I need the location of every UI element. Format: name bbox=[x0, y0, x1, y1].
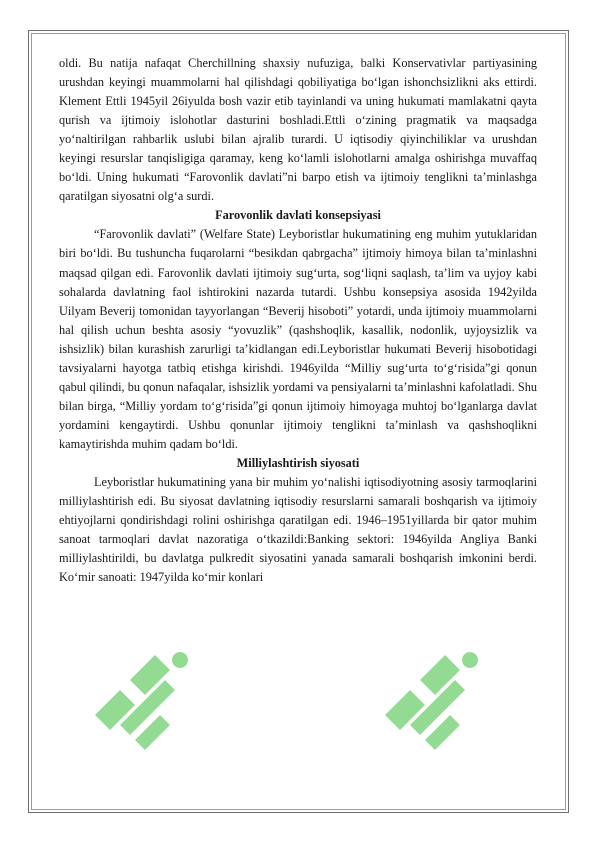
section-heading-nationalization: Milliylashtirish siyosati bbox=[236, 455, 360, 470]
paragraph-welfare-state: “Farovonlik davlati” (Welfare State) Leyboristlar hukumatining eng muhim yutuklaridan biri bo‘ldi. Bu tushuncha fuqarolarni “besikdan qabrgacha” ijtimoiy himoya bilan ta’minlashni maqsad qilgan edi. Farovonlik davlati ijtimoiy sug‘urta, sog‘liqni saqlash, ta’lim va uyjoy kabi sohalarda davlatning faol ishtirokini nazarda tutardi. Ushbu konsepsiya asosida 1942yilda Uilyam Beverij tomonidan tayyorlangan “Beverij hisoboti” yotardi, unda ijtimoiy muammolarni hal qilish uchun beshta asosiy “yovuzlik” (qashshoqlik, kasallik, nodonlik, uyjoysizlik va ishsizlik) bilan kurashish zarurligi ta’kidlangan edi.Leyboristlar hukumati Beverij hisobotidagi tavsiyalarni hayotga tatbiq etishga kirishdi. 1946yilda “Milliy sug‘urta to‘g‘risida”gi qonun qabul qilindi, bu qonun nafaqalar, ishsizlik yordami va pensiyalarni ta’minlashni kafolatladi. Shu bilan birga, “Milliy yordam to‘g‘risida”gi qonun ijtimoiy himoyaga muhtoj bo‘lganlarga davlat yordamini kengaytirdi. Ushbu qonunlar ijtimoiy tenglikni ta’minlash va qashshoqlikni kamaytirishda muhim qadam bo‘ldi. bbox=[59, 227, 537, 451]
watermark-logo-icon bbox=[75, 620, 225, 770]
paragraph-continued: oldi. Bu natija nafaqat Cherchillning shaxsiy nufuziga, balki Konservativlar partiyasining urushdan keyingi muammolarni hal qilishdagi qobiliyatiga bo‘lgan ishonchsizlikni aks ettirdi. Klement Ettli 1945yil 26iyulda bosh vazir etib tayinlandi va uning hukumati mamlakatni qayta qurish va ijtimoiy islohotlar dasturini boshladi.Ettli o‘zining pragmatik va maqsadga yo‘naltirilgan rahbarlik uslubi bilan ajralib turardi. U iqtisodiy qiyinchiliklar va urushdan keyingi resurslar tanqisligiga qaramay, keng ko‘lamli islohotlarni amalga oshirishga muvaffaq bo‘ldi. Uning hukumati “Farovonlik davlati”ni barpo etish va ijtimoiy tenglikni ta’minlashga qaratilgan siyosatni olg‘a surdi. bbox=[59, 56, 537, 204]
paragraph-nationalization: Leyboristlar hukumatining yana bir muhim yo‘nalishi iqtisodiyotning asosiy tarmoqlarini milliylashtirish edi. Bu siyosat davlatning iqtisodiy resurslarni samarali boshqarish va ijtimoiy ehtiyojlarni qondirishdagi rolini oshirishga qaratilgan edi. 1946–1951yillarda bir qator muhim sanoat tarmoqlari davlat nazoratiga o‘tkazildi:Banking sektori: 1946yilda Angliya Banki milliylashtirildi, bu davlatga pulkredit siyosatini yanada samarali boshqarish imkonini berdi. Ko‘mir sanoati: 1947yilda ko‘mir konlari bbox=[59, 475, 537, 585]
document-body bbox=[59, 54, 537, 587]
section-heading-welfare-state: Farovonlik davlati konsepsiyasi bbox=[215, 208, 381, 223]
watermark-logo-icon bbox=[365, 620, 515, 770]
